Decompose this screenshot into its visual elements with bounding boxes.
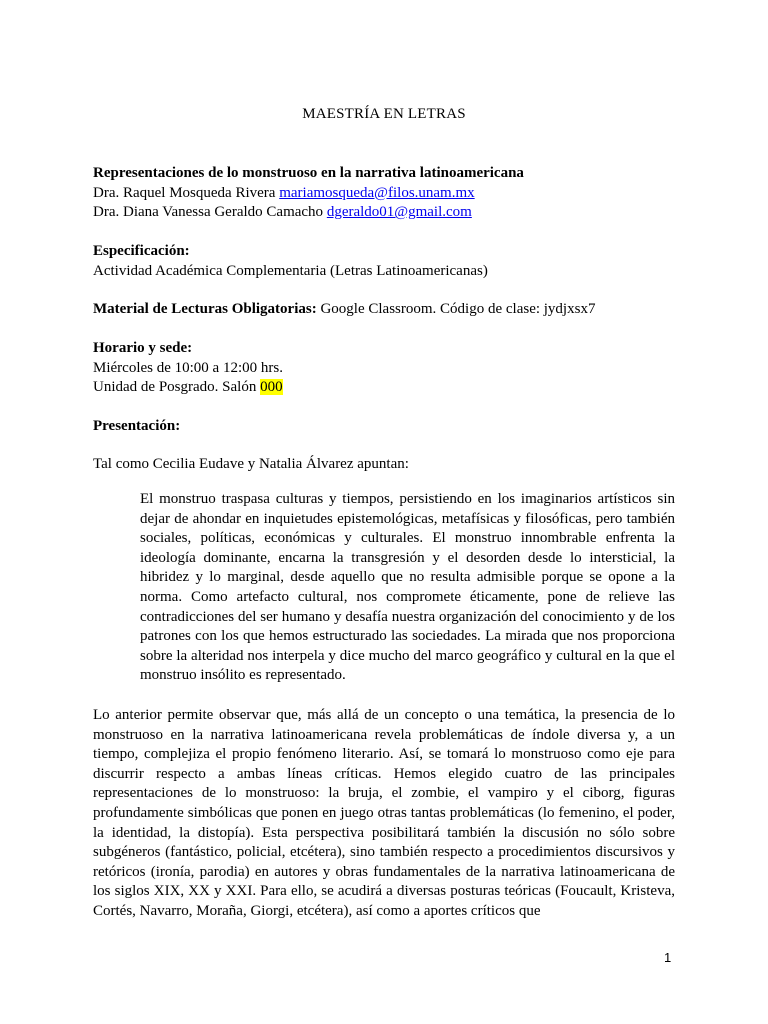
material-value: Google Classroom. Código de clase: jydjxsx7	[320, 301, 596, 317]
block-quote: El monstruo traspasa culturas y tiempos, persistiendo en los imaginarios artísticos sin dejar de ahondar en inquietudes epistemológicas, metafísicas y filosóficas, pero también sociales, políticas, económicas y culturales. El monstruo innombrable enfrenta la ideología dominante, encarna la transgresión y el desorden desde lo intersticial, la hibridez y lo marginal, desde aquello que no resulta admisible porque se opone a la norma. Como artefacto cultural, nos compromete éticamente, pone de relieve las contradicciones del ser humano y desafía nuestra organización del conocimiento y de los patrones con los que hemos estructurado las sociedades. La mirada que nos proporciona sobre la alteridad nos interpela y dice mucho del marco geográfico y cultural en la que el monstruo insólito es representado.	[140, 491, 675, 684]
material-label: Material de Lecturas Obligatorias:	[93, 301, 317, 317]
instructor-name-2: Dra. Diana Vanessa Geraldo Camacho	[93, 204, 324, 220]
specification-heading: Especificación:	[93, 243, 190, 259]
presentation-heading	[93, 417, 678, 437]
document-title: MAESTRÍA EN LETRAS	[302, 106, 466, 122]
venue-prefix: Unidad de Posgrado. Salón	[93, 379, 257, 395]
instructor-line-2	[93, 203, 678, 223]
instructor-email-link-2[interactable]: dgeraldo01@gmail.com	[326, 204, 472, 220]
course-title: Representaciones de lo monstruoso en la narrativa latinoamericana	[93, 165, 524, 181]
material-section	[93, 300, 678, 320]
instructor-name-1: Dra. Raquel Mosqueda Rivera	[93, 184, 276, 201]
specification-value: Actividad Académica Complementaria (Letras Latinoamericanas)	[93, 262, 488, 279]
schedule-heading: Horario y sede:	[93, 340, 193, 356]
course-info	[93, 164, 678, 223]
venue-room-highlight: 000	[260, 379, 283, 395]
instructor-email-link-1[interactable]: mariamosqueda@filos.unam.mx	[279, 184, 475, 201]
schedule-section	[93, 339, 678, 398]
schedule-time: Miércoles de 10:00 a 12:00 hrs.	[93, 359, 283, 376]
body-paragraph: Lo anterior permite observar que, más allá de un concepto o una temática, la presencia de lo monstruoso en la narrativa latinoamericana revela problemáticas de índole diversa y, a un tiempo, complejiza el propio fenómeno literario. Así, se tomará lo monstruoso como eje para discurrir respecto a ambas líneas críticas. Hemos elegido cuatro de las principales representaciones de lo monstruoso: la bruja, el zombie, el vampiro y el ciborg, figuras profundamente simbólicas que ponen en juego otras tantas problemáticas (lo femenino, el poder, la identidad, la distopía). Esta perspectiva posibilitará también la discusión no sólo sobre subgéneros (fantástico, policial, etcétera), sino también respecto a procedimientos discursivos y retóricos (ironía, parodia) en autores y obras fundamentales de la narrativa latinoamericana de los siglos XIX, XX y XXI. Para ello, se acudirá a diversas posturas teóricas (Foucault, Kristeva, Cortés, Navarro, Moraña, Giorgi, etcétera), así como a aportes críticos que	[93, 707, 675, 919]
venue-line	[93, 378, 678, 398]
intro-sentence: Tal como Cecilia Eudave y Natalia Álvarez apuntan:	[93, 456, 409, 472]
presentation-heading-text: Presentación:	[93, 418, 181, 434]
instructor-line-1	[93, 184, 678, 204]
specification-section	[93, 242, 678, 281]
page-number: 1	[664, 950, 672, 965]
